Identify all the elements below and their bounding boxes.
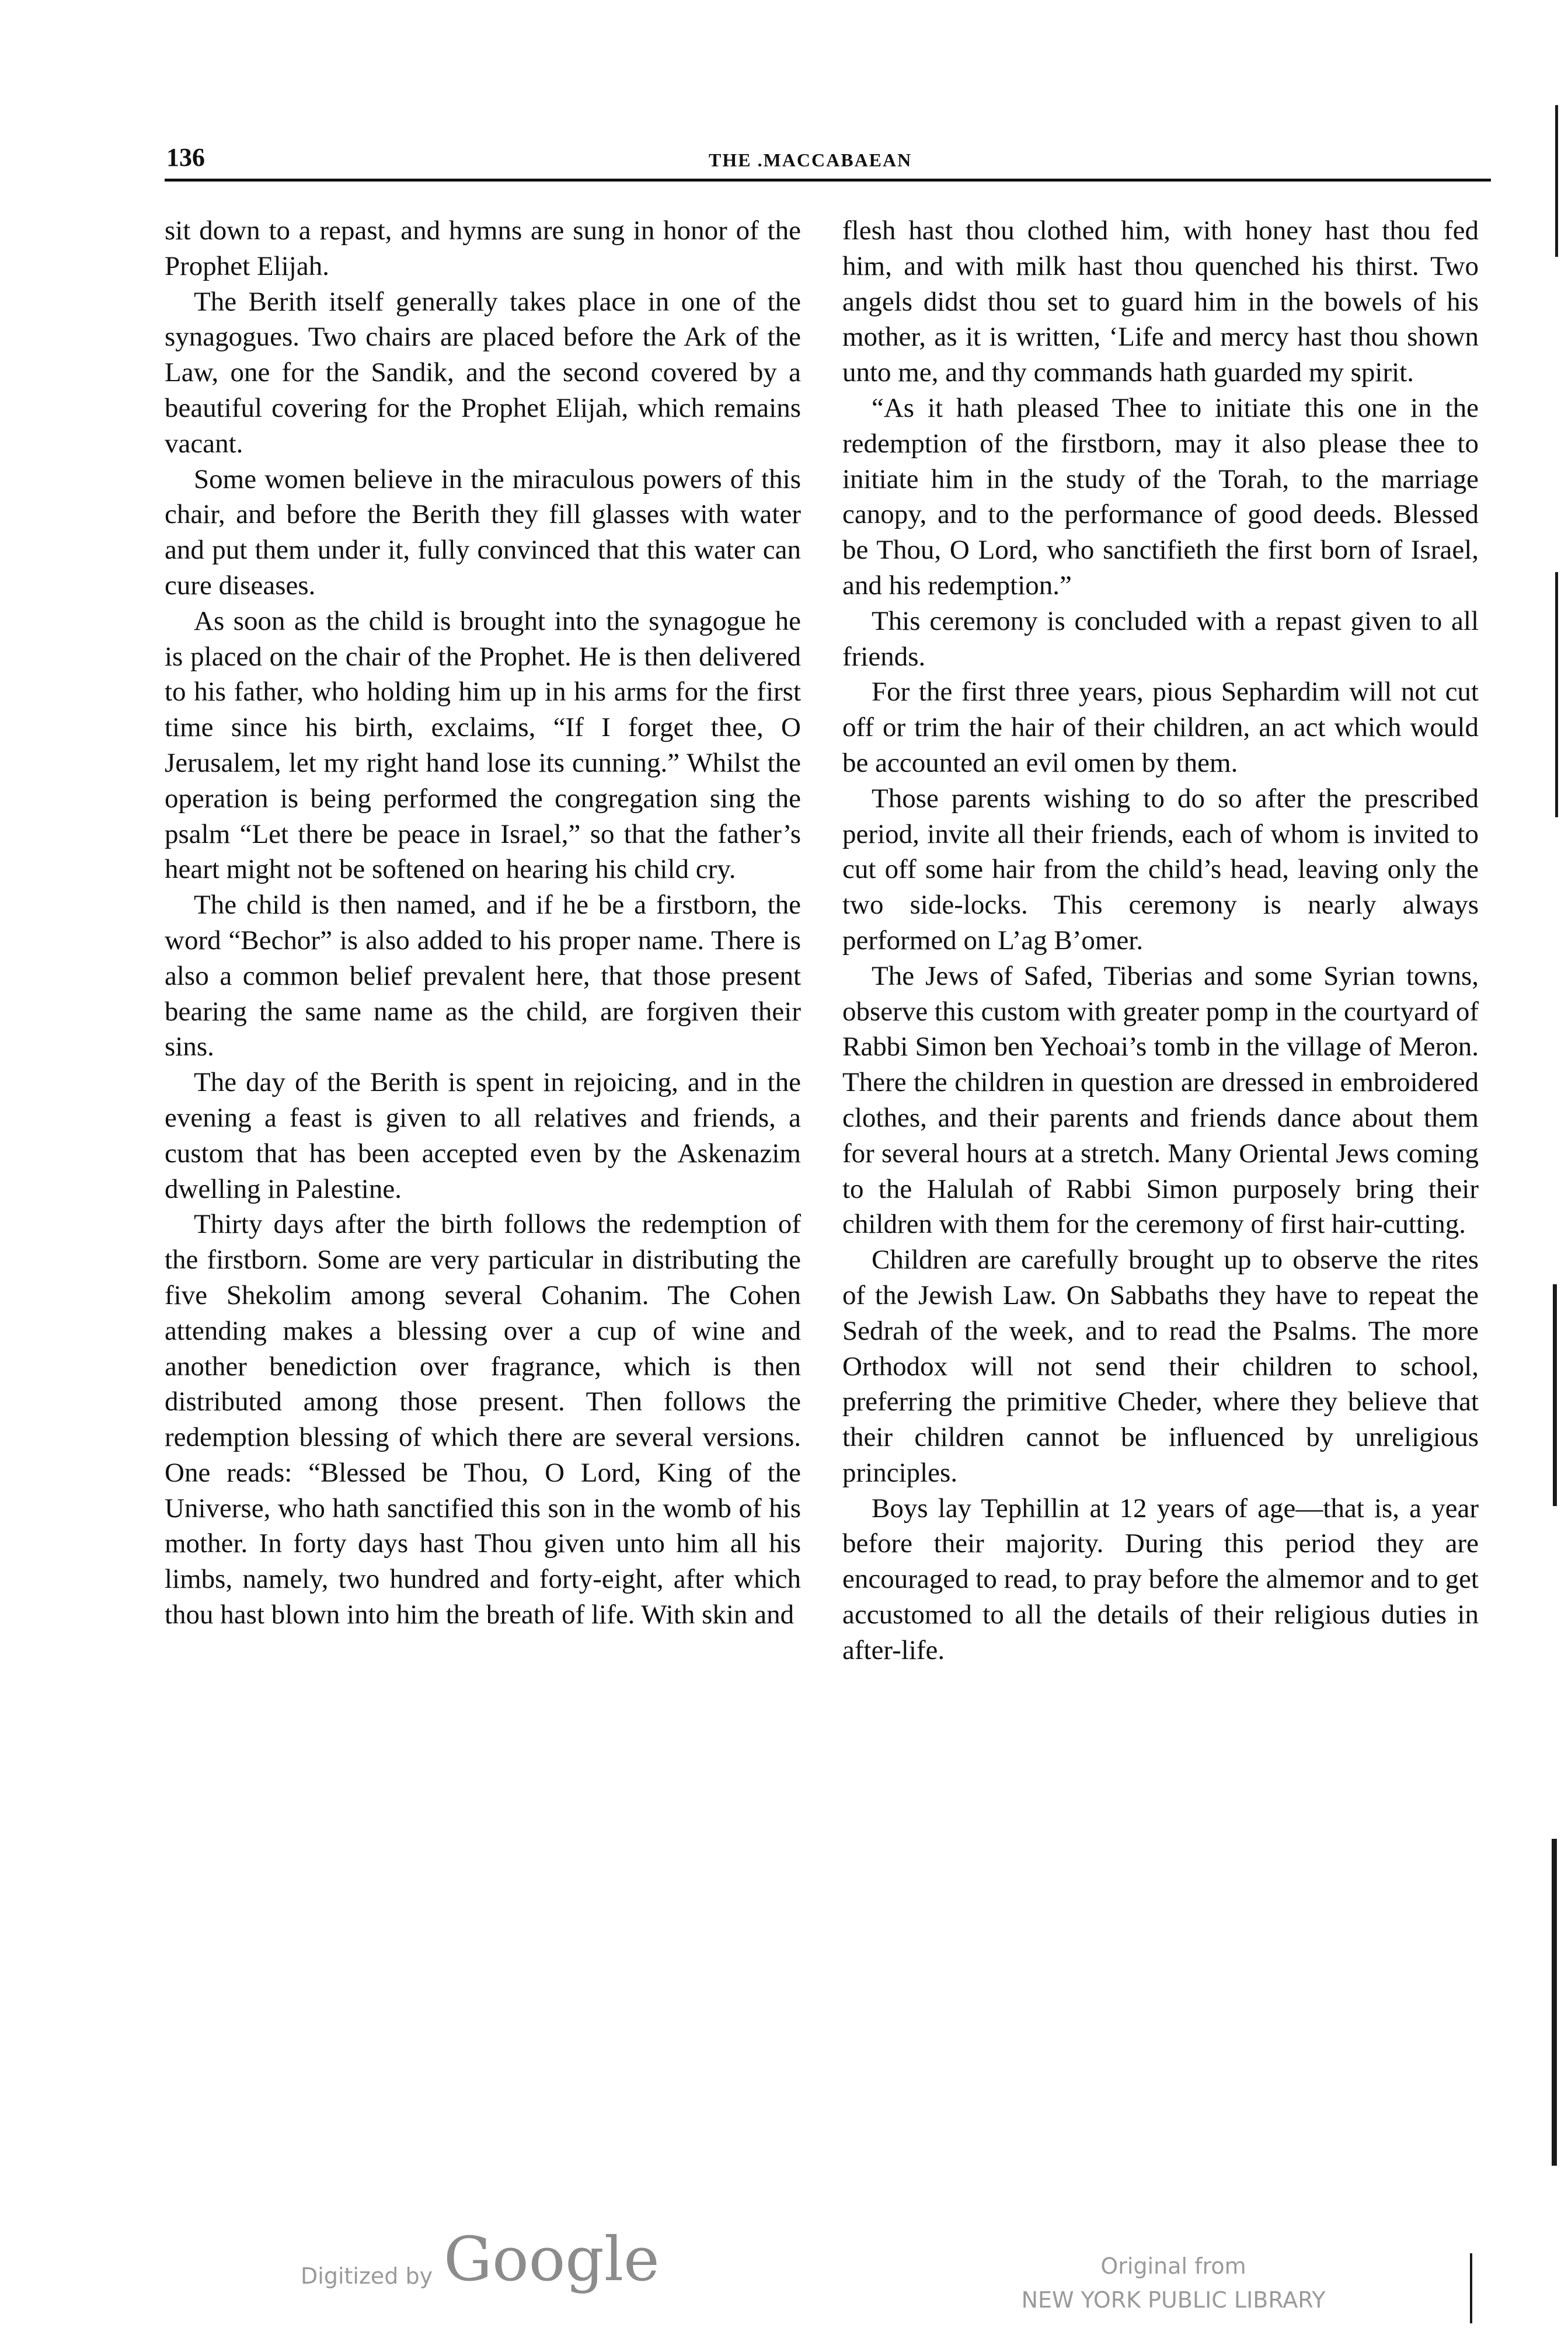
digitized-by-label: Digitized by: [301, 2263, 433, 2289]
page-number: 136: [166, 143, 205, 172]
paragraph: Children are carefully brought up to observe the rites of the Jewish Law. On Sabbaths they have to repeat the Sedrah of the week, and to read the Psalms. The more Orthodox will not send their children to school, preferring the primitive Cheder, where they believe that their children cannot be influenced by unreligious principles.: [842, 1245, 1479, 1488]
paragraph: For the first three years, pious Sephardim will not cut off or trim the hair of their children, an act which would be accounted an evil omen by them.: [842, 677, 1479, 778]
paragraph: Some women believe in the miraculous powers of this chair, and before the Berith they fill glasses with water and put them under it, fully convinced that this water can cure diseases.: [165, 463, 801, 601]
left-column: [165, 213, 801, 1633]
scan-edge-mark: [1553, 1284, 1557, 1506]
paragraph: Boys lay Tephillin at 12 years of age—that is, a year before their majority. During this period they are encouraged to read, to pray before the almemor and to get accustomed to all the details of their religious duties in after-life.: [842, 1493, 1479, 1665]
paragraph: flesh hast thou clothed him, with honey hast thou fed him, and with milk hast thou quenched his thirst. Two angels didst thou set to guard him in the bowels of his mother, as it is written, ‘Life and mercy hast thou shown unto me, and thy commands hath guarded my spirit.: [842, 215, 1479, 388]
paragraph: Those parents wishing to do so after the prescribed period, invite all their friends, each of whom is invited to cut off some hair from the child’s head, leaving only the two side-locks. This ceremony is nearly always performed on L’ag B’omer.: [842, 783, 1479, 956]
running-title: THE .MACCABAEAN: [709, 149, 912, 170]
original-from-label: Original from: [1100, 2253, 1246, 2279]
paragraph: This ceremony is concluded with a repast given to all friends.: [842, 605, 1479, 672]
paragraph: The day of the Berith is spent in rejoicing, and in the evening a feast is given to all relatives and friends, a custom that has been accepted even by the Askenazim dwelling in Palestine.: [165, 1067, 801, 1204]
header-rule: [165, 179, 1491, 182]
scan-edge-mark: [1470, 2253, 1472, 2323]
right-column: [842, 213, 1479, 1668]
scan-edge-mark: [1555, 105, 1558, 257]
paragraph: Thirty days after the birth follows the redemption of the firstborn. Some are very particular in distributing the five Shekolim among several Cohanim. The Cohen attending makes a blessing over a cup of wine and another benediction over fragrance, which is then distributed among those present. Then follows the redemption blessing of which there are several versions. One reads: “Blessed be Thou, O Lord, King of the Universe, who hath sanctified this son in the womb of his mother. In forty days hast Thou given unto him all his limbs, namely, two hundred and forty-eight, after which thou hast blown into him the breath of life. With skin and: [165, 1209, 801, 1630]
scan-edge-mark: [1555, 572, 1558, 817]
paragraph: “As it hath pleased Thee to initiate this one in the redemption of the firstborn, may it also please thee to initiate him in the study of the Torah, to the marriage canopy, and to the performance of good deeds. Blessed be Thou, O Lord, who sanctifieth the first born of Israel, and his redemption.”: [842, 392, 1479, 601]
paragraph: The Berith itself generally takes place in one of the synagogues. Two chairs are placed before the Ark of the Law, one for the Sandik, and the second covered by a beautiful covering for the Prophet Elijah, which remains vacant.: [165, 286, 801, 459]
paragraph: The Jews of Safed, Tiberias and some Syrian towns, observe this custom with greater pomp in the courtyard of Rabbi Simon ben Yechoai’s tomb in the village of Meron. There the children in question are dressed in embroidered clothes, and their parents and friends dance about them for several hours at a stretch. Many Oriental Jews coming to the Halulah of Rabbi Simon purposely bring their children with them for the ceremony of first hair-cutting.: [842, 960, 1479, 1240]
scan-edge-mark: [1552, 1839, 1557, 2166]
paragraph: As soon as the child is brought into the synagogue he is placed on the chair of the Prophet. He is then delivered to his father, who holding him up in his arms for the first time since his birth, exclaims, “If I forget thee, O Jerusalem, let my right hand lose its cunning.” Whilst the operation is being performed the congregation sing the psalm “Let there be peace in Israel,” so that the father’s heart might not be softened on hearing his child cry.: [165, 605, 801, 885]
paragraph: The child is then named, and if he be a firstborn, the word “Bechor” is also added to his proper name. There is also a common belief prevalent here, that those present bearing the same name as the child, are forgiven their sins.: [165, 890, 801, 1062]
library-name: NEW YORK PUBLIC LIBRARY: [1021, 2287, 1326, 2313]
google-logo: Google: [444, 2224, 660, 2295]
paragraph: sit down to a repast, and hymns are sung in honor of the Prophet Elijah.: [165, 215, 801, 281]
library-credit: [922, 2249, 1424, 2317]
